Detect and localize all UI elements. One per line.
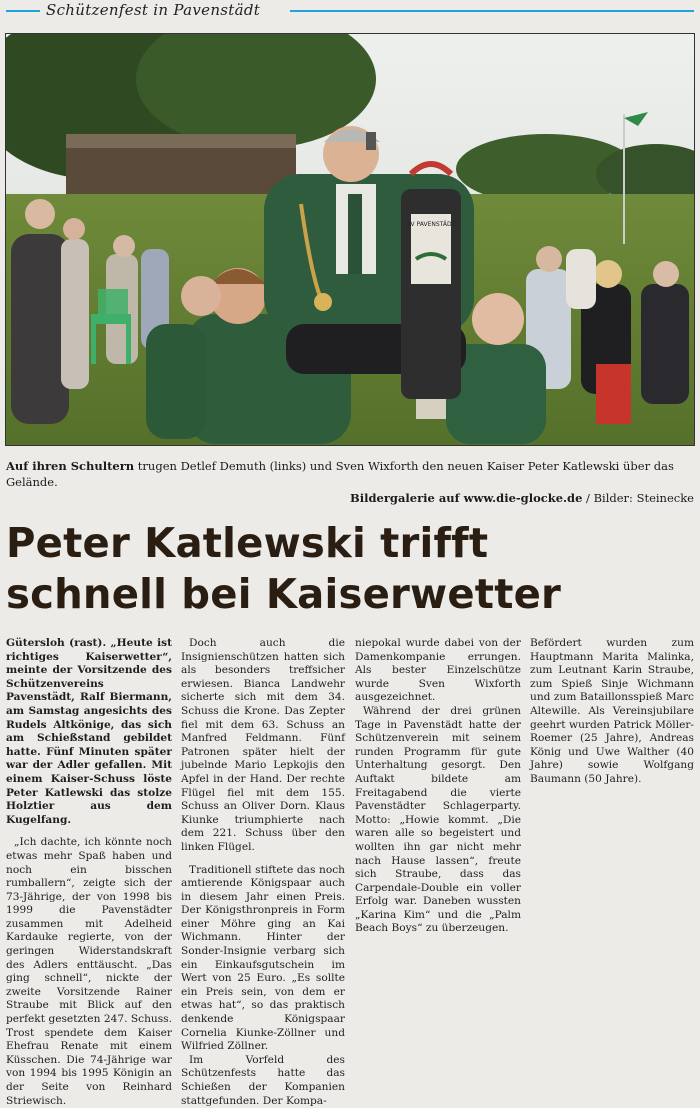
article-paragraph: Im Vorfeld des Schützenfests hatte das Schießen der Kompanien stattgefunden. Der Kompa- bbox=[181, 1053, 345, 1107]
caption-body: trugen Detlef Demuth (links) und Sven Wixforth den neuen Kaiser Peter Katlewski über das Gelände. bbox=[6, 459, 674, 489]
caption-lead: Auf ihren Schultern bbox=[6, 459, 135, 473]
article-column-2 bbox=[181, 637, 345, 1108]
page-header bbox=[0, 0, 700, 22]
caption-credit bbox=[6, 490, 694, 506]
header-rule-left bbox=[6, 10, 40, 12]
article-paragraph: Doch auch die Insignienschützen hatten sich als besonders treffsicher erwiesen. Bianca Landwehr sicherte sich mit dem 34. Schuss die Krone. Das Zepter fiel mit dem 63. Schuss an Manfred Feldmann. Fünf Patronen später hielt der jubelnde Mario Lepkojis den Apfel in der Hand. Der rechte Flügel fiel mit dem 155. Schuss an Oliver Dorn. Klaus Kiunke triumphierte nach dem 221. Schuss über den linken Flügel. bbox=[181, 637, 345, 853]
article-headline bbox=[6, 518, 680, 620]
headline-line-2: schnell bei Kaiserwetter bbox=[6, 570, 562, 618]
banner-label: SV PAVENSTÄDT bbox=[406, 221, 456, 228]
article-body bbox=[6, 637, 694, 1107]
article-lead-text: Gütersloh (rast). „Heute ist richtiges Kaiserwetter“, meinte der Vorsitzende des Schützenvereins Pavenstädt, Ralf Biermann, am Samstag angesichts des Rudels Altkönige, das sich am Schießstand gebildet hatte. Fünf Minuten später war der Adler gefallen. Mit einem Kaiser-Schuss löste Peter Katlewski das stolze Holztier aus dem Kugelfang. bbox=[6, 637, 172, 826]
article-column-1 bbox=[6, 637, 172, 1108]
article-column-4 bbox=[530, 637, 694, 787]
section-title: Schützenfest in Pavenstädt bbox=[46, 1, 261, 19]
headline-line-1: Peter Katlewski trifft bbox=[6, 519, 489, 567]
article-paragraph: Befördert wurden zum Hauptmann Marita Malinka, zum Leutnant Karin Straube, zum Spieß Sinje Wichmann und zum Bataillonsspieß Marc Altewille. Als Vereinsjubilare geehrt wurden Patrick Möller-Roemer (25 Jahre), Andreas König und Uwe Walther (40 Jahre) sowie Wolfgang Baumann (50 Jahre). bbox=[530, 637, 694, 785]
article-paragraph: Während der drei grünen Tage in Pavenstädt hatte der Schützenverein mit seinem runden Programm für gute Unterhaltung gesorgt. Den Auftakt bildete am Freitagabend die vierte Pavenstädter Schlagerparty. Motto: „Howie kommt. „Die waren alle so begeistert und wollten ihn gar nicht mehr nach Hause lassen“, freute sich Straube, dass das Carpendale-Double ein voller Erfolg war. Daneben wussten „Karina Kim“ und die „Palm Beach Boys“ zu überzeugen. bbox=[355, 704, 521, 935]
article-column-3 bbox=[355, 637, 521, 936]
photo-caption bbox=[6, 458, 694, 506]
article-photo bbox=[5, 33, 695, 446]
article-paragraph: Traditionell stiftete das noch amtierende Königspaar auch in diesem Jahr einen Preis. Der Königsthronpreis in Form einer Möhre ging an Kai Wichmann. Hinter der Sonder-Insignie verbarg sich ein Einkaufsgutschein im Wert von 25 Euro. „Es sollte ein Preis sein, von dem er etwas hat“, so das praktisch denkende Königspaar Cornelia Kiunke-Zöllner und Wilfried Zöllner. bbox=[181, 863, 345, 1053]
header-rule-right bbox=[290, 10, 694, 12]
article-paragraph: „Ich dachte, ich könnte noch etwas mehr Spaß haben und noch ein bisschen rumballern“, zeigte sich der 73-Jährige, der von 1998 bis 1999 die Pavenstädter zusammen mit Adelheid Kardauke regierte, von der geringen Widerstandskraft des Adlers enttäuscht. „Das ging schnell“, nickte der zweite Vorsitzende Rainer Straube mit Blick auf den perfekt gesetzten 247. Schuss. Trost spendete dem Kaiser Ehefrau Renate mit einem Küsschen. Die 74-Jährige war von 1994 bis 1995 Königin an der Seite von Reinhard Striewisch. bbox=[6, 836, 172, 1107]
photo-credit: / Bilder: Steinecke bbox=[582, 491, 694, 505]
gallery-link[interactable]: Bildergalerie auf www.die-glocke.de bbox=[350, 491, 583, 505]
article-paragraph: niepokal wurde dabei von der Damenkompanie errungen. Als bester Einzelschütze wurde Sven Wixforth ausgezeichnet. bbox=[355, 637, 521, 704]
article-lead bbox=[6, 637, 172, 827]
caption-text bbox=[6, 458, 694, 490]
